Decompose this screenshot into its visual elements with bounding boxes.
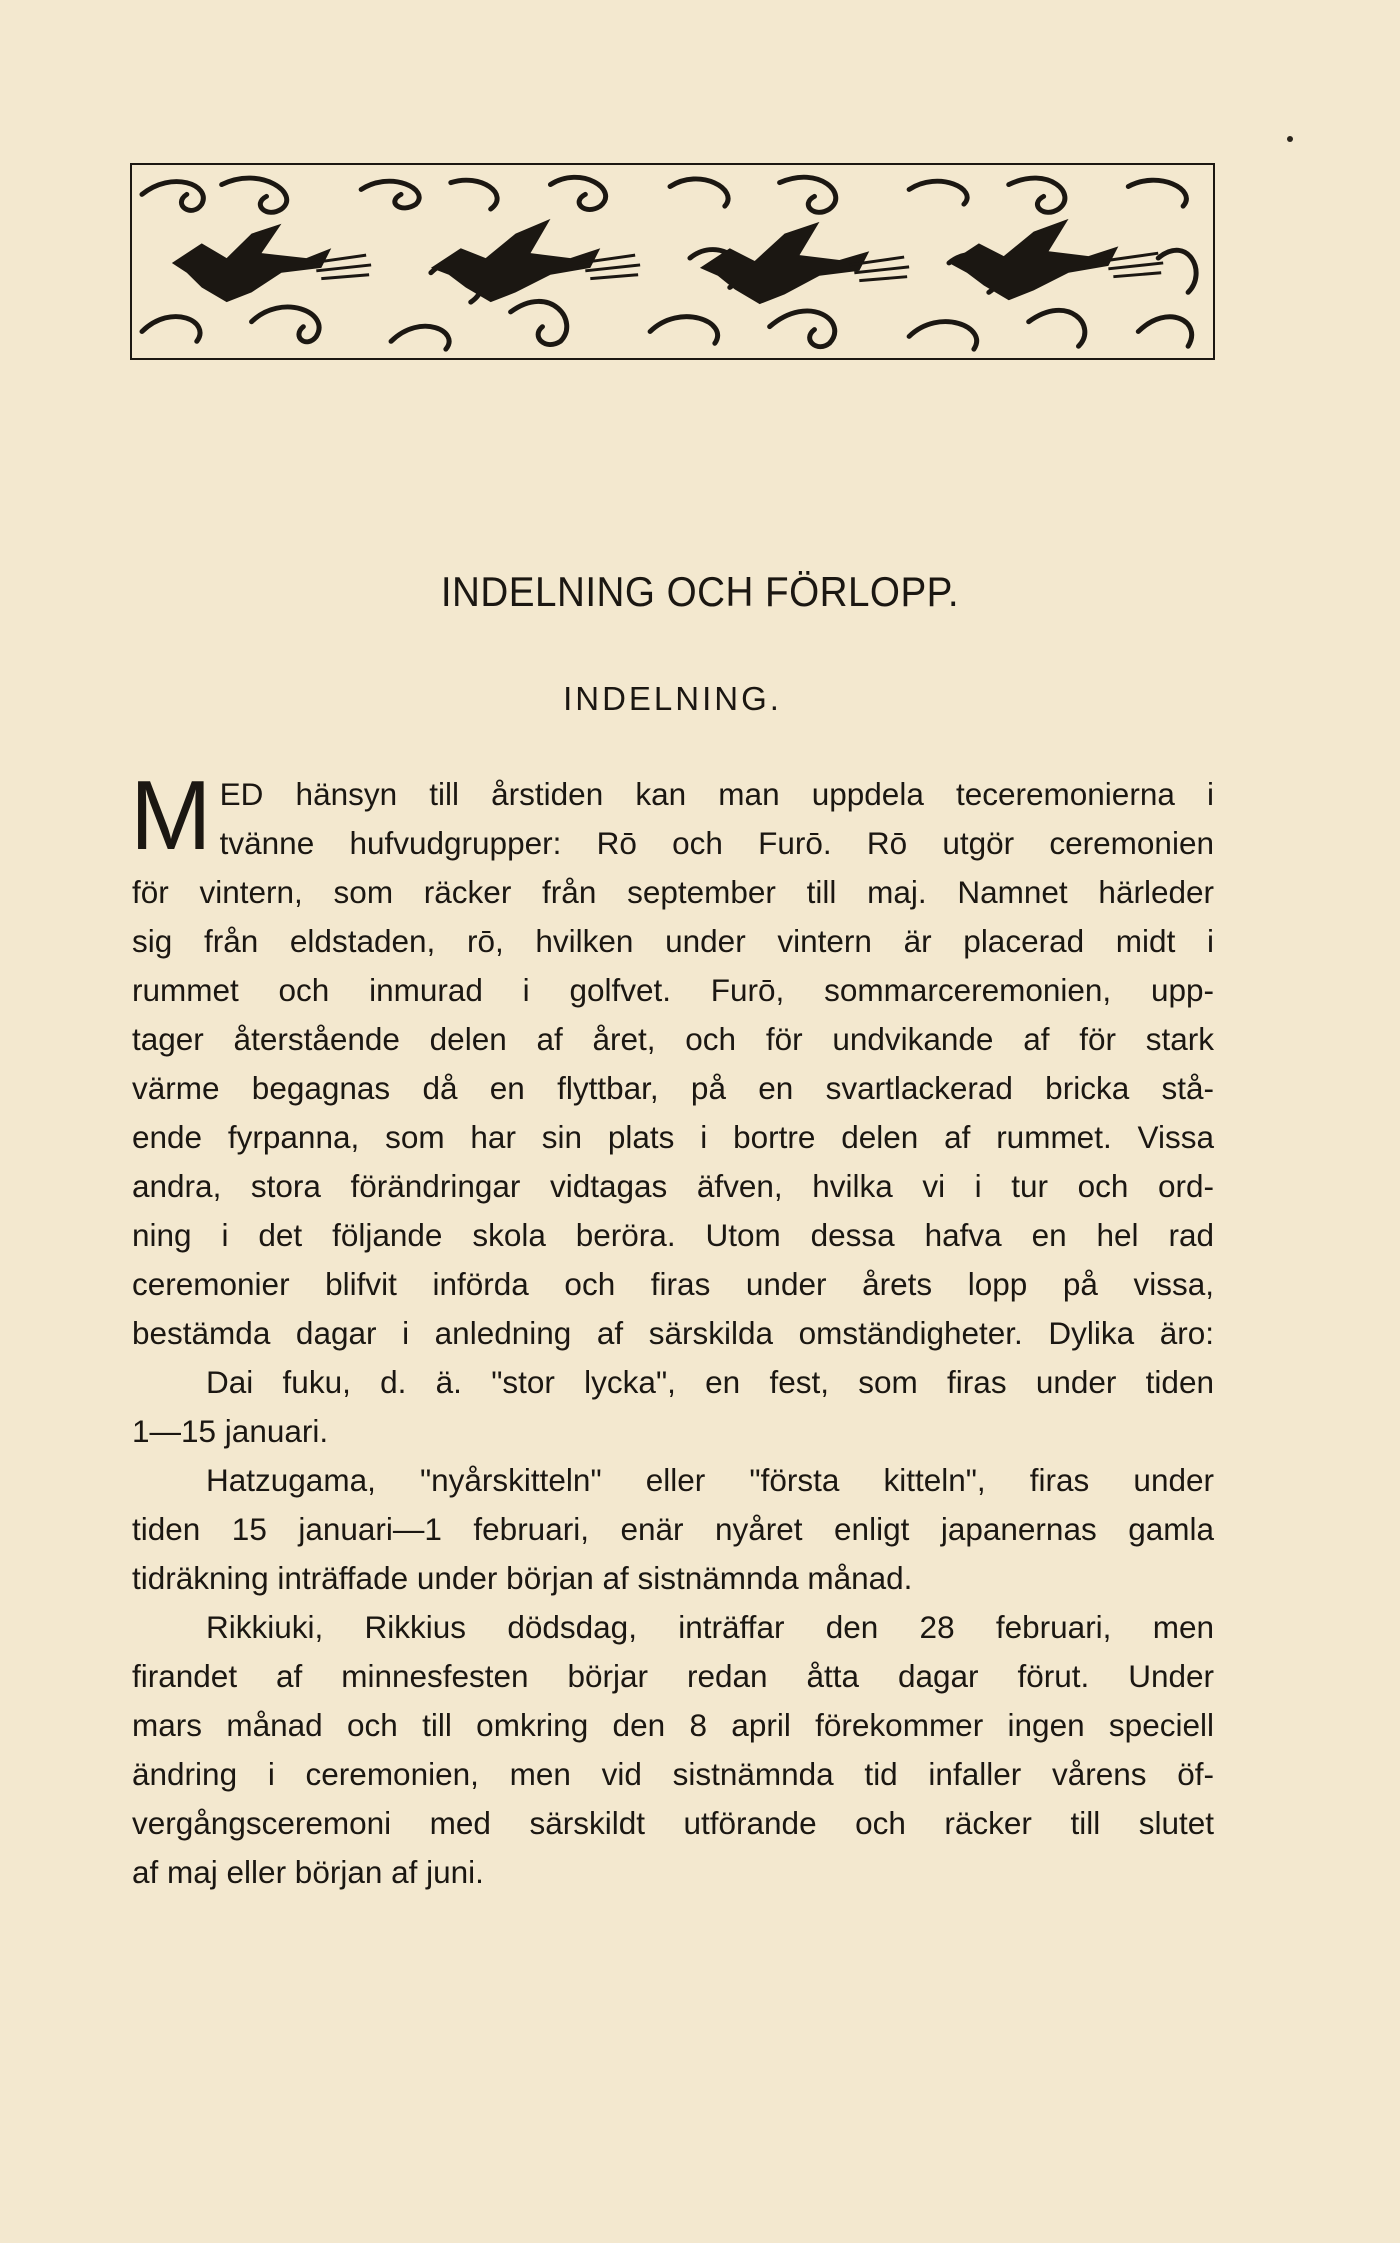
text-line: 1—15 januari. (132, 1413, 329, 1449)
text-line: Dai fuku, d. ä. "stor lycka", en fest, som firas under tiden (206, 1364, 1214, 1400)
text-line: andra, stora förändringar vidtagas äfven, hvilka vi i tur och ord- (132, 1168, 1214, 1204)
text-line: firandet af minnesfesten börjar redan åtta dagar förut. Under (132, 1658, 1214, 1694)
text-line: tvänne hufvudgrupper: Rō och Furō. Rō utgör ceremonien (219, 825, 1214, 861)
text-line: ende fyrpanna, som har sin plats i bortre delen af rummet. Vissa (132, 1119, 1214, 1155)
text-line: ändring i ceremonien, men vid sistnämnda tid infaller vårens öf- (132, 1756, 1214, 1792)
chapter-title: INDELNING OCH FÖRLOPP. (440, 568, 960, 615)
text-line: ED hänsyn till årstiden kan man uppdela teceremonierna i (219, 776, 1214, 812)
decorative-header-banner (130, 163, 1215, 360)
body-text (130, 760, 1214, 1897)
section-subtitle: INDELNING. (563, 680, 782, 717)
text-line: mars månad och till omkring den 8 april förekommer ingen speciell (132, 1707, 1214, 1743)
bird-and-cloud-ornament-icon (132, 165, 1213, 358)
text-line: tidräkning inträffade under början af sistnämnda månad. (132, 1560, 913, 1596)
text-line: vergångsceremoni med särskildt utförande och räcker till slutet (132, 1805, 1214, 1841)
text-line: ceremonier blifvit införda och firas under årets lopp på vissa, (132, 1266, 1214, 1302)
text-line: tiden 15 januari—1 februari, enär nyåret enligt japanernas gamla (132, 1511, 1214, 1547)
drop-cap: M (130, 760, 212, 870)
text-line: ning i det följande skola beröra. Utom dessa hafva en hel rad (132, 1217, 1214, 1253)
text-line: sig från eldstaden, rō, hvilken under vintern är placerad midt i (132, 923, 1214, 959)
text-line: tager återstående delen af året, och för undvikande af för stark (132, 1021, 1214, 1057)
text-line: Hatzugama, "nyårskitteln" eller "första kitteln", firas under (206, 1462, 1214, 1498)
text-line: Rikkiuki, Rikkius dödsdag, inträffar den 28 februari, men (206, 1609, 1214, 1645)
text-line: bestämda dagar i anledning af särskilda omständigheter. Dylika äro: (132, 1315, 1214, 1351)
text-line: rummet och inmurad i golfvet. Furō, sommarceremonien, upp- (132, 972, 1214, 1008)
text-line: för vintern, som räcker från september till maj. Namnet härleder (132, 874, 1214, 910)
text-line: af maj eller början af juni. (132, 1854, 484, 1890)
text-line: värme begagnas då en flyttbar, på en svartlackerad bricka stå- (132, 1070, 1214, 1106)
ink-speck (1287, 136, 1293, 142)
